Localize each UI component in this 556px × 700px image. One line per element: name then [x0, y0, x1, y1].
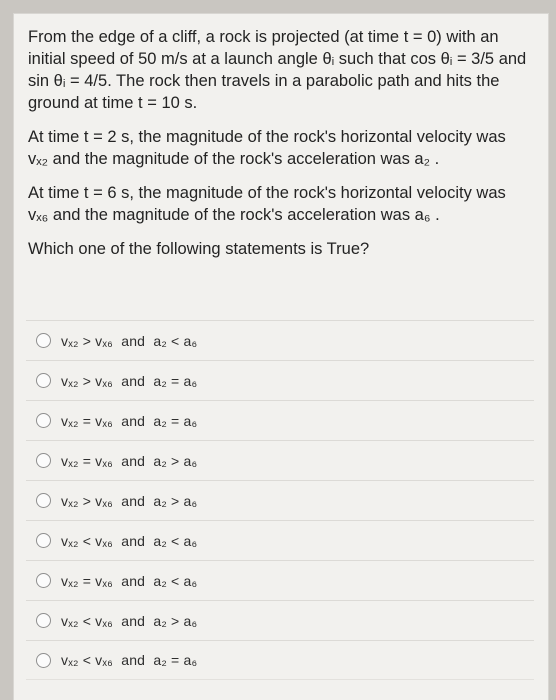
- answer-option-label: vₓ₂ = vₓ₆ and a₂ < a₆: [61, 572, 198, 589]
- answer-option-label: vₓ₂ < vₓ₆ and a₂ = a₆: [61, 652, 198, 668]
- radio-button[interactable]: [36, 493, 51, 508]
- radio-button[interactable]: [36, 533, 51, 548]
- radio-button[interactable]: [36, 373, 51, 388]
- answer-option-label: vₓ₂ < vₓ₆ and a₂ < a₆: [61, 532, 198, 549]
- answer-option-label: vₓ₂ > vₓ₆ and a₂ > a₆: [61, 492, 198, 509]
- answer-option-label: vₓ₂ < vₓ₆ and a₂ > a₆: [61, 612, 198, 629]
- condition-t6: At time t = 6 s, the magnitude of the rock's horizontal velocity was vₓ₆ and the magnitude of the rock's acceleration was a₆ .: [28, 184, 506, 224]
- answer-option[interactable]: [26, 400, 534, 440]
- radio-button[interactable]: [36, 413, 51, 428]
- radio-button[interactable]: [36, 333, 51, 348]
- answer-option[interactable]: [26, 600, 534, 640]
- radio-button[interactable]: [36, 653, 51, 668]
- radio-button[interactable]: [36, 613, 51, 628]
- answer-option[interactable]: [26, 320, 534, 360]
- condition-t2: At time t = 2 s, the magnitude of the rock's horizontal velocity was vₓ₂ and the magnitude of the rock's acceleration was a₂ .: [28, 128, 506, 168]
- answer-option-label: vₓ₂ > vₓ₆ and a₂ = a₆: [61, 372, 198, 389]
- question-page: [14, 14, 548, 700]
- radio-button[interactable]: [36, 453, 51, 468]
- question-prompt: Which one of the following statements is True?: [28, 240, 370, 258]
- answer-option[interactable]: [26, 640, 534, 680]
- answer-option-label: vₓ₂ = vₓ₆ and a₂ = a₆: [61, 412, 198, 429]
- answer-option[interactable]: [26, 360, 534, 400]
- answer-option[interactable]: [26, 520, 534, 560]
- answer-option-label: vₓ₂ > vₓ₆ and a₂ < a₆: [61, 332, 198, 349]
- answer-options: [26, 320, 534, 680]
- answer-option-label: vₓ₂ = vₓ₆ and a₂ > a₆: [61, 452, 198, 469]
- answer-option[interactable]: [26, 480, 534, 520]
- question-text: [28, 26, 528, 272]
- answer-option[interactable]: [26, 560, 534, 600]
- radio-button[interactable]: [36, 573, 51, 588]
- problem-statement: From the edge of a cliff, a rock is projected (at time t = 0) with an initial speed of 50 m/s at a launch angle θᵢ such that cos θᵢ = 3/5 and sin θᵢ = 4/5. The rock then travels in a parabolic path and hits the ground at time t = 10 s.: [28, 28, 527, 112]
- answer-option[interactable]: [26, 440, 534, 480]
